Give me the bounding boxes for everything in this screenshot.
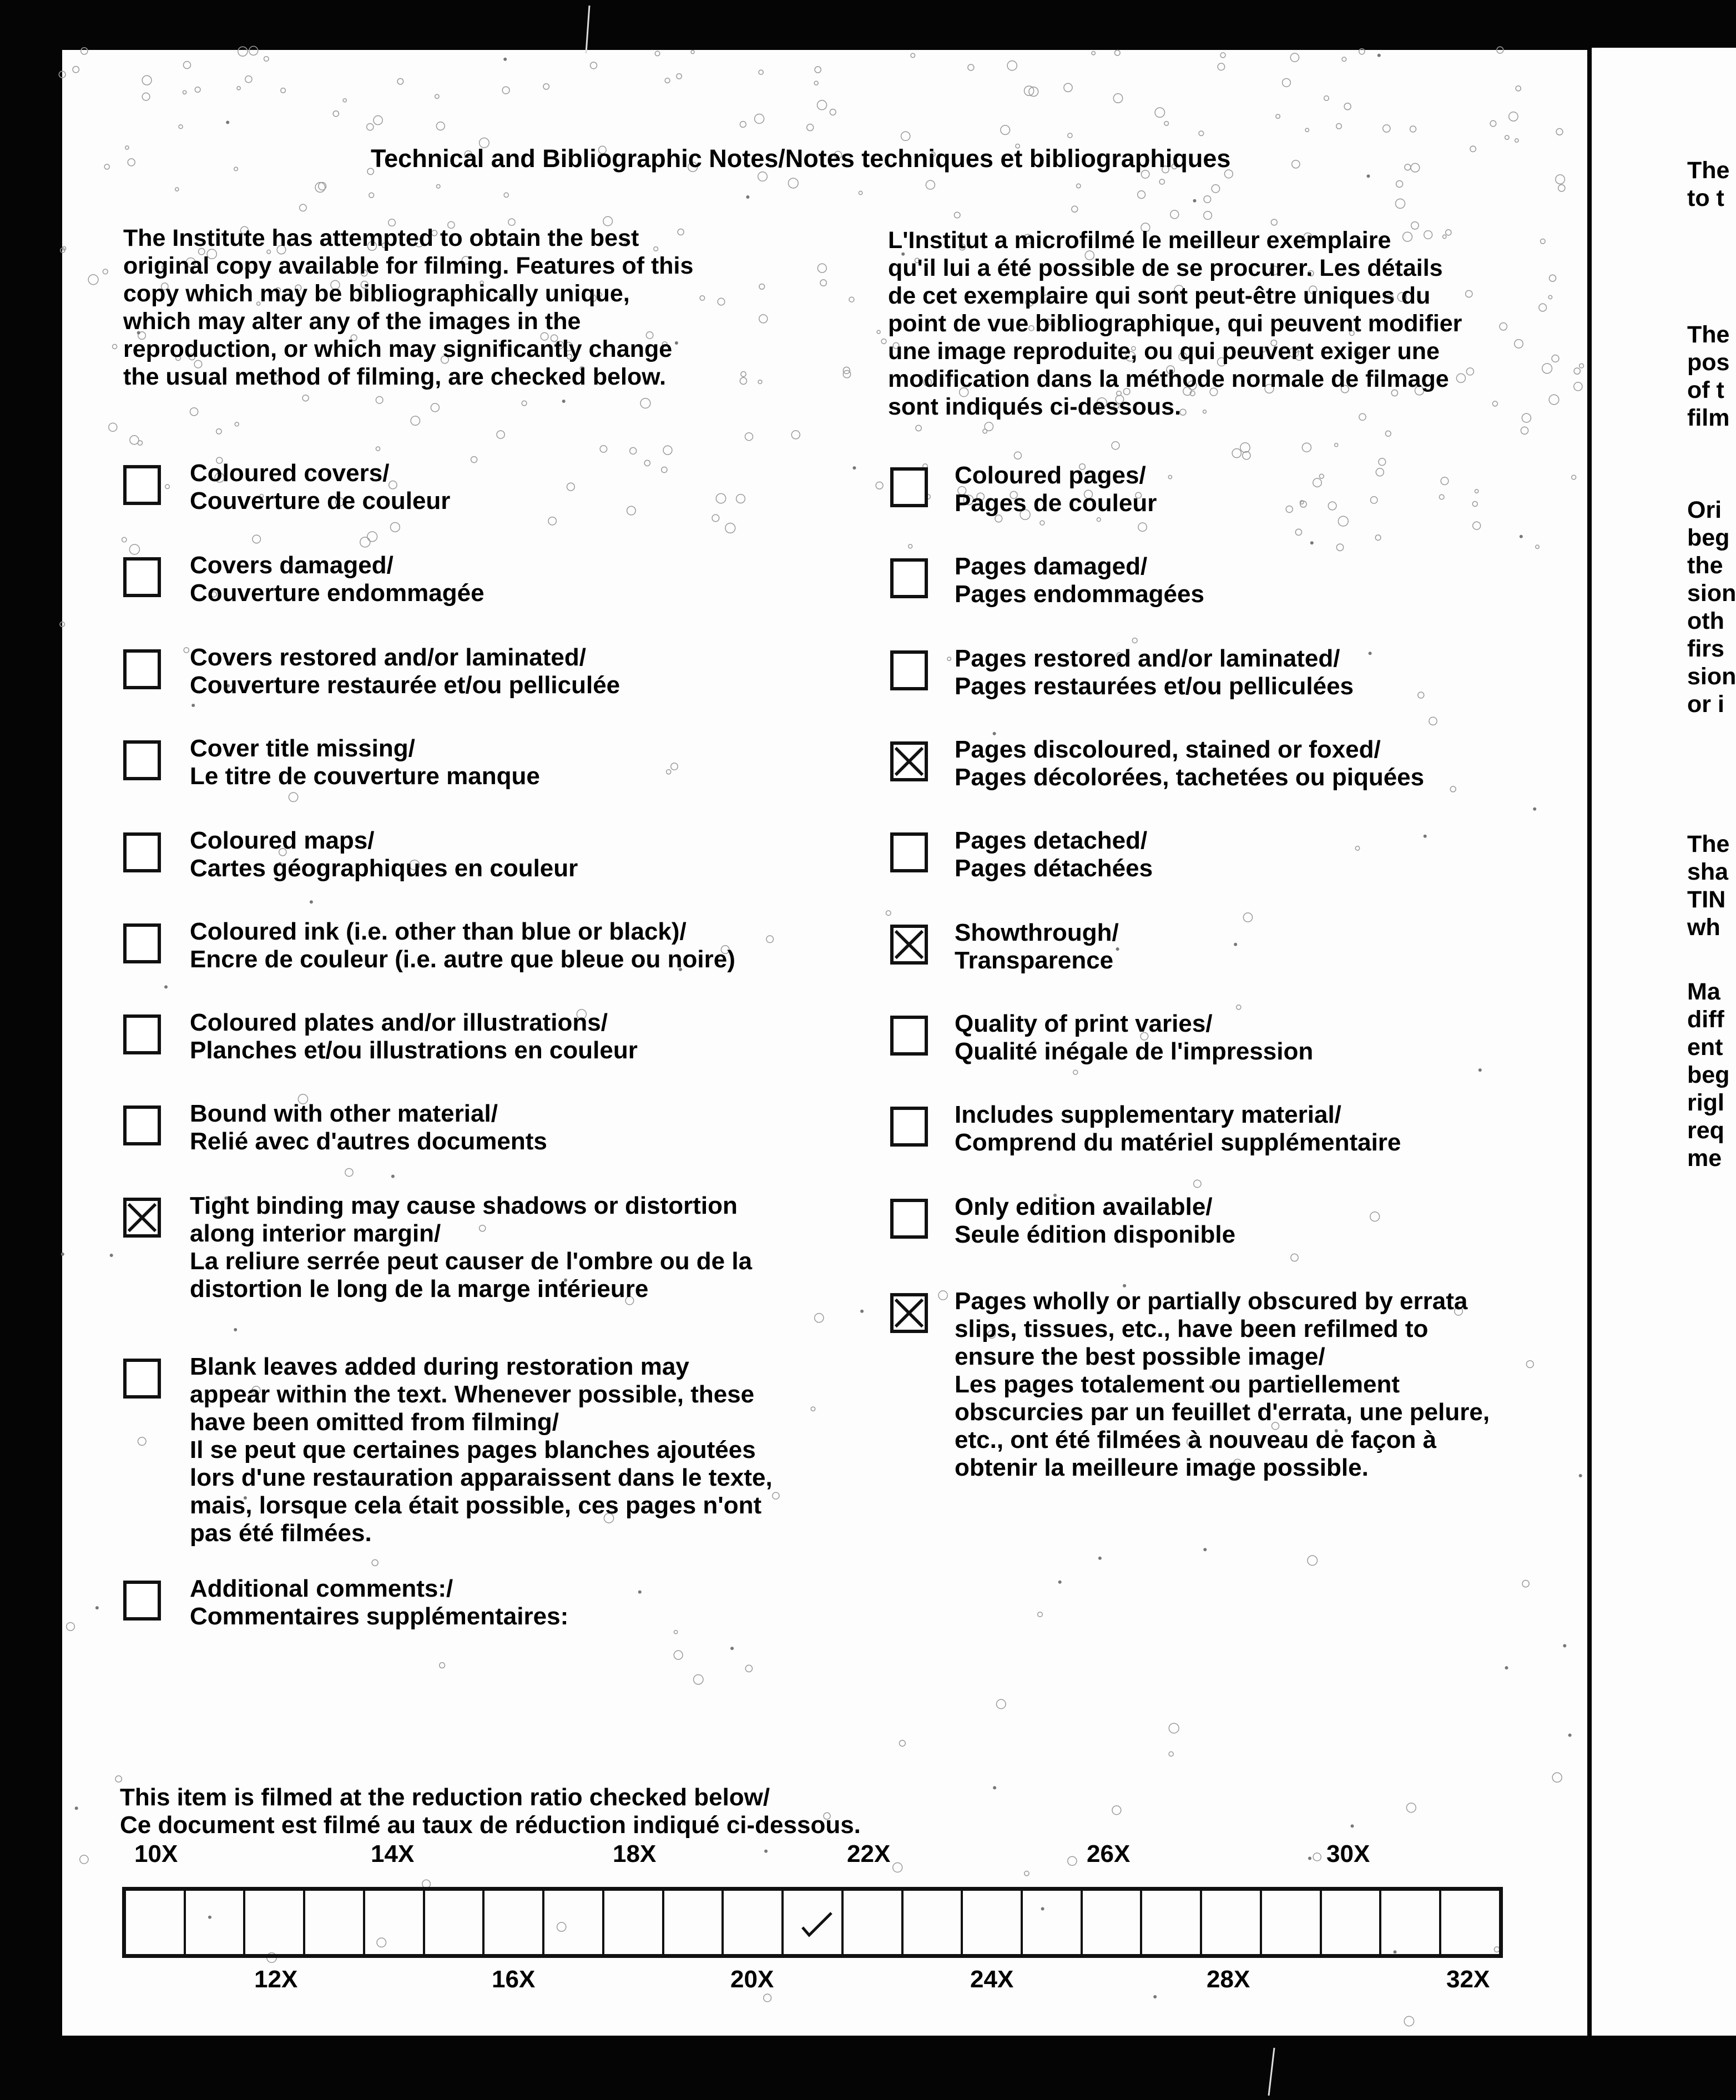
ratio-label: 14X (371, 1840, 415, 1867)
checklist-label-line: Additional comments:/ (190, 1575, 453, 1602)
checklist-label-line: along interior margin/ (190, 1220, 441, 1247)
fragment-text: Ma diff ent beg rigl req me (1687, 978, 1730, 1172)
ratio-label: 32X (1446, 1966, 1490, 1993)
fragment-text: The to t (1687, 157, 1730, 211)
checklist-label-line: appear within the text. Whenever possible, these (190, 1381, 755, 1408)
ratio-cell[interactable] (485, 1891, 544, 1954)
checkbox[interactable] (123, 649, 161, 689)
ratio-cell[interactable] (425, 1891, 485, 1954)
ratio-cell[interactable] (186, 1891, 246, 1954)
checkbox[interactable] (123, 1014, 161, 1054)
checklist-label-line: Pages damaged/ (955, 553, 1148, 580)
checklist-label-line: Comprend du matériel supplémentaire (955, 1129, 1401, 1156)
checkbox[interactable] (890, 925, 928, 965)
checklist-label-line: pas été filmées. (190, 1520, 372, 1547)
checklist-label-line: Coloured plates and/or illustrations/ (190, 1009, 608, 1036)
ratio-label: 20X (730, 1966, 774, 1993)
checklist-label-line: Pages détachées (955, 855, 1153, 882)
checklist-label-line: Includes supplementary material/ (955, 1101, 1341, 1128)
scratch-mark (1260, 2048, 1282, 2098)
checkbox[interactable] (890, 558, 928, 598)
checklist-label-line: mais, lorsque cela était possible, ces pages n'ont (190, 1492, 762, 1519)
intro-english: The Institute has attempted to obtain the best original copy available for filming. Features of this copy which may be bibliographically unique, which may alter any of the images in the reproduction, or which may significantly change the usual method of filming, are checked below. (123, 225, 694, 390)
checklist-label-line: Bound with other material/ (190, 1100, 498, 1127)
checklist-label-line: ensure the best possible image/ (955, 1343, 1325, 1370)
checklist-label-line: Couverture restaurée et/ou pelliculée (190, 672, 620, 699)
checklist-label-line: Coloured maps/ (190, 827, 375, 854)
ratio-cell[interactable] (126, 1891, 186, 1954)
ratio-cell[interactable] (784, 1891, 844, 1954)
checklist-label-line: Pages de couleur (955, 489, 1157, 517)
checklist-label-line: Tight binding may cause shadows or distortion (190, 1192, 738, 1219)
page-title: Technical and Bibliographic Notes/Notes techniques et bibliographiques (371, 144, 1231, 173)
checklist-label-line: etc., ont été filmées à nouveau de façon à (955, 1426, 1437, 1453)
checkbox[interactable] (890, 1107, 928, 1147)
checklist-label-line: Pages décolorées, tachetées ou piquées (955, 764, 1425, 791)
checkbox[interactable] (123, 557, 161, 597)
checklist-label-line: Couverture de couleur (190, 487, 451, 514)
checklist-label-line: Only edition available/ (955, 1193, 1213, 1220)
check-x-icon (894, 745, 925, 778)
checkbox[interactable] (890, 1199, 928, 1239)
check-x-icon (894, 928, 925, 961)
ratio-label: 30X (1326, 1840, 1370, 1867)
check-x-icon (894, 1296, 925, 1330)
checklist-label-line: have been omitted from filming/ (190, 1409, 559, 1436)
checklist-label-line: lors d'une restauration apparaissent dans le texte, (190, 1464, 773, 1491)
fragment-text: The sha TIN wh (1687, 831, 1730, 941)
ratio-cell[interactable] (1262, 1891, 1322, 1954)
checklist-label-line: Coloured ink (i.e. other than blue or black)/ (190, 918, 687, 945)
ratio-label: 12X (254, 1966, 298, 1993)
checkmark-icon (800, 1907, 834, 1941)
checklist-label-line: Pages detached/ (955, 827, 1148, 854)
checklist-label-line: Covers damaged/ (190, 552, 393, 579)
checklist-label-line: Coloured pages/ (955, 462, 1146, 489)
checkbox[interactable] (890, 467, 928, 507)
ratio-cell[interactable] (1381, 1891, 1441, 1954)
checklist-label-line: Planches et/ou illustrations en couleur (190, 1037, 638, 1064)
checklist-label-line: Relié avec d'autres documents (190, 1128, 547, 1155)
checkbox[interactable] (123, 1198, 161, 1238)
ratio-cell[interactable] (1083, 1891, 1143, 1954)
checkbox[interactable] (890, 1293, 928, 1333)
fragment-text: Ori beg the sion oth firs sion or i (1687, 497, 1736, 718)
ratio-cell[interactable] (305, 1891, 365, 1954)
ratio-cell[interactable] (904, 1891, 963, 1954)
checklist-label-line: Pages restored and/or laminated/ (955, 645, 1340, 672)
document-sheet (62, 50, 1587, 2036)
checkbox[interactable] (123, 1359, 161, 1399)
checklist-label-line: Cartes géographiques en couleur (190, 855, 578, 882)
ratio-label: 18X (613, 1840, 657, 1867)
checklist-label-line: Transparence (955, 947, 1114, 974)
checklist-label-line: Quality of print varies/ (955, 1010, 1213, 1037)
ratio-cell[interactable] (1441, 1891, 1499, 1954)
ratio-cell[interactable] (1322, 1891, 1382, 1954)
checklist-label-line: Les pages totalement ou partiellement (955, 1371, 1400, 1398)
ratio-label: 22X (847, 1840, 891, 1867)
ratio-label: 28X (1207, 1966, 1250, 1993)
checklist-label-line: La reliure serrée peut causer de l'ombre ou de la (190, 1248, 753, 1275)
ratio-label: 26X (1087, 1840, 1131, 1867)
checkbox[interactable] (890, 832, 928, 872)
ratio-cell[interactable] (544, 1891, 604, 1954)
ratio-cell[interactable] (664, 1891, 724, 1954)
ratio-cell[interactable] (245, 1891, 305, 1954)
ratio-cell[interactable] (963, 1891, 1023, 1954)
checklist-label-line: Qualité inégale de l'impression (955, 1038, 1314, 1065)
checklist-label-line: Coloured covers/ (190, 460, 390, 487)
reduction-ratio-table[interactable] (122, 1887, 1503, 1958)
checklist-label-line: Blank leaves added during restoration may (190, 1353, 689, 1380)
ratio-label: 24X (970, 1966, 1014, 1993)
checkbox[interactable] (123, 1105, 161, 1145)
ratio-cell[interactable] (1142, 1891, 1202, 1954)
ratio-cell[interactable] (1202, 1891, 1262, 1954)
scratch-mark (577, 6, 599, 55)
ratio-cell[interactable] (365, 1891, 425, 1954)
checklist-label-line: Encre de couleur (i.e. autre que bleue ou noire) (190, 946, 735, 973)
checklist-label-line: Pages discoloured, stained or foxed/ (955, 736, 1381, 763)
ratio-cell[interactable] (1023, 1891, 1083, 1954)
checklist-label-line: Showthrough/ (955, 919, 1119, 946)
checklist-label-line: Pages endommagées (955, 580, 1204, 608)
ratio-cell[interactable] (724, 1891, 784, 1954)
checklist-label-line: Seule édition disponible (955, 1221, 1236, 1248)
checklist-label-line: Couverture endommagée (190, 579, 485, 607)
adjacent-page-fragment (1592, 48, 1736, 2036)
reduction-note-fr: Ce document est filmé au taux de réduction indiqué ci-dessous. (120, 1811, 861, 1839)
ratio-label: 10X (134, 1840, 178, 1867)
checklist-label-line: Pages restaurées et/ou pelliculées (955, 673, 1354, 700)
fragment-text: The pos of t film (1687, 321, 1730, 431)
checklist-label-line: obtenir la meilleure image possible. (955, 1454, 1369, 1481)
checkbox[interactable] (123, 465, 161, 505)
ratio-label: 16X (492, 1966, 536, 1993)
check-x-icon (127, 1201, 158, 1234)
checklist-label-line: Cover title missing/ (190, 735, 415, 762)
checklist-label-line: Commentaires supplémentaires: (190, 1603, 569, 1630)
checklist-label-line: obscurcies par un feuillet d'errata, une pelure, (955, 1399, 1490, 1426)
checkbox[interactable] (123, 923, 161, 963)
checkbox[interactable] (123, 1581, 161, 1621)
checkbox[interactable] (123, 740, 161, 780)
checklist-label-line: Pages wholly or partially obscured by errata (955, 1288, 1468, 1315)
checkbox[interactable] (890, 650, 928, 690)
checklist-label-line: Le titre de couverture manque (190, 763, 540, 790)
checkbox[interactable] (890, 741, 928, 781)
checklist-label-line: Il se peut que certaines pages blanches ajoutées (190, 1436, 756, 1463)
checkbox[interactable] (890, 1016, 928, 1056)
reduction-note-en: This item is filmed at the reduction ratio checked below/ (120, 1784, 770, 1811)
ratio-cell[interactable] (844, 1891, 904, 1954)
checklist-label-line: distortion le long de la marge intérieure (190, 1275, 649, 1303)
checkbox[interactable] (123, 832, 161, 872)
ratio-cell[interactable] (604, 1891, 664, 1954)
intro-french: L'Institut a microfilmé le meilleur exemplaire qu'il lui a été possible de se procurer. Les détails de cet exemplaire qui sont peut-être uniques du point de vue bibliographique, qui peuvent modifier une image reproduite, ou qui peuvent exiger une modification dans la méthode normale de filmage sont indiqués ci-dessous. (888, 227, 1462, 420)
checklist-label-line: slips, tissues, etc., have been refilmed to (955, 1315, 1429, 1342)
checklist-label-line: Covers restored and/or laminated/ (190, 644, 586, 671)
